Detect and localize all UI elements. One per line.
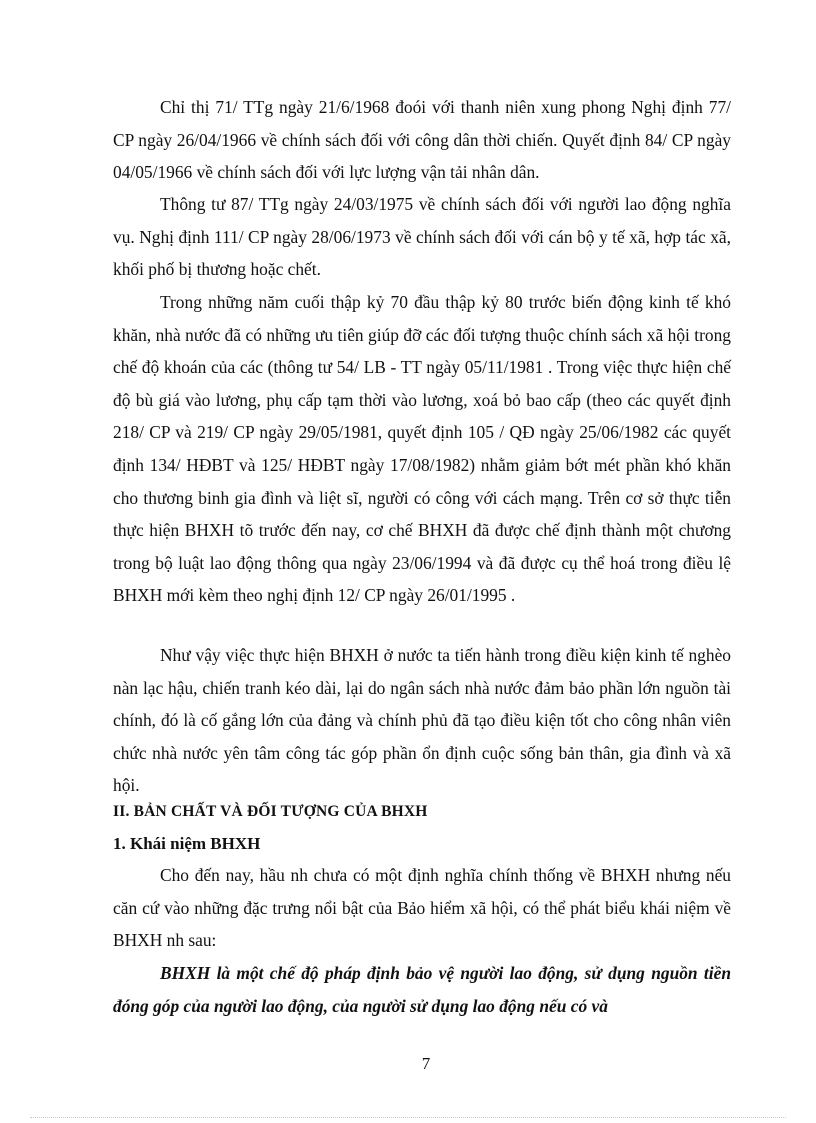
subsection-heading: 1. Khái niệm BHXH bbox=[113, 834, 261, 853]
paragraph-definition: BHXH là một chế độ pháp định bảo vệ người lao động, sử dụng nguồn tiền đóng góp của người lao động, của người sử dụng lao động nếu có và bbox=[113, 963, 731, 1016]
footer-divider bbox=[30, 1117, 786, 1118]
paragraph-economic-hardship: Trong những năm cuối thập kỷ 70 đầu thập kỷ 80 trước biến động kinh tế khó khăn, nhà nước đã có những ưu tiên giúp đỡ các đối tượng thuộc chính sách xã hội trong chế độ khoán của các (thông tư 54/ LB - TT ngày 05/11/1981 . Trong việc thực hiện chế độ bù giá vào lương, phụ cấp tạm thời vào lương, xoá bỏ bao cấp (theo các quyết định 218/ CP và 219/ CP ngày 29/05/1981, quyết định 105 / QĐ ngày 25/06/1982 các quyết định 134/ HĐBT và 125/ HĐBT ngày 17/08/1982) nhằm giảm bớt mét phần khó khăn cho thương binh gia đình và liệt sĩ, người có công với cách mạng. Trên cơ sở thực tiễn thực hiện BHXH tõ trước đến nay, cơ chế BHXH đã được chế định thành một chương trong bộ luật lao động thông qua ngày 23/06/1994 và đã được cụ thể hoá trong điều lệ BHXH mới kèm theo nghị định 12/ CP ngày 26/01/1995 . bbox=[113, 292, 731, 606]
paragraph-conclusion: Như vậy việc thực hiện BHXH ở nước ta tiến hành trong điều kiện kinh tế nghèo nàn lạc hậu, chiến tranh kéo dài, lại do ngân sách nhà nước đảm bảo phần lớn nguồn tài chính, đó là cố gắng lớn của đảng và chính phủ đã tạo điều kiện tốt cho công nhân viên chức nhà nước yên tâm công tác góp phần ổn định cuộc sống bản thân, gia đình và xã hội. bbox=[113, 645, 731, 796]
section-heading: II. BẢN CHẤT VÀ ĐỐI TƯỢNG CỦA BHXH bbox=[113, 803, 428, 820]
paragraph-circular-1975: Thông tư 87/ TTg ngày 24/03/1975 về chính sách đối với người lao động nghĩa vụ. Nghị định 111/ CP ngày 28/06/1973 về chính sách đối với cán bộ y tế xã, hợp tác xã, khối phố bị thương hoặc chết. bbox=[113, 194, 731, 280]
page-number: 7 bbox=[421, 1054, 431, 1073]
paragraph-concept: Cho đến nay, hầu nh chưa có một định nghĩa chính thống về BHXH nhưng nếu căn cứ vào những đặc trưng nổi bật của Bảo hiểm xã hội, có thể phát biểu khái niệm về BHXH nh sau: bbox=[113, 865, 731, 951]
paragraph-directives-1968: Chỉ thị 71/ TTg ngày 21/6/1968 đoói với thanh niên xung phong Nghị định 77/ CP ngày 26/04/1966 về chính sách đối với công dân thời chiến. Quyết định 84/ CP ngày 04/05/1966 về chính sách đối với lực lượng vận tải nhân dân. bbox=[113, 97, 731, 183]
